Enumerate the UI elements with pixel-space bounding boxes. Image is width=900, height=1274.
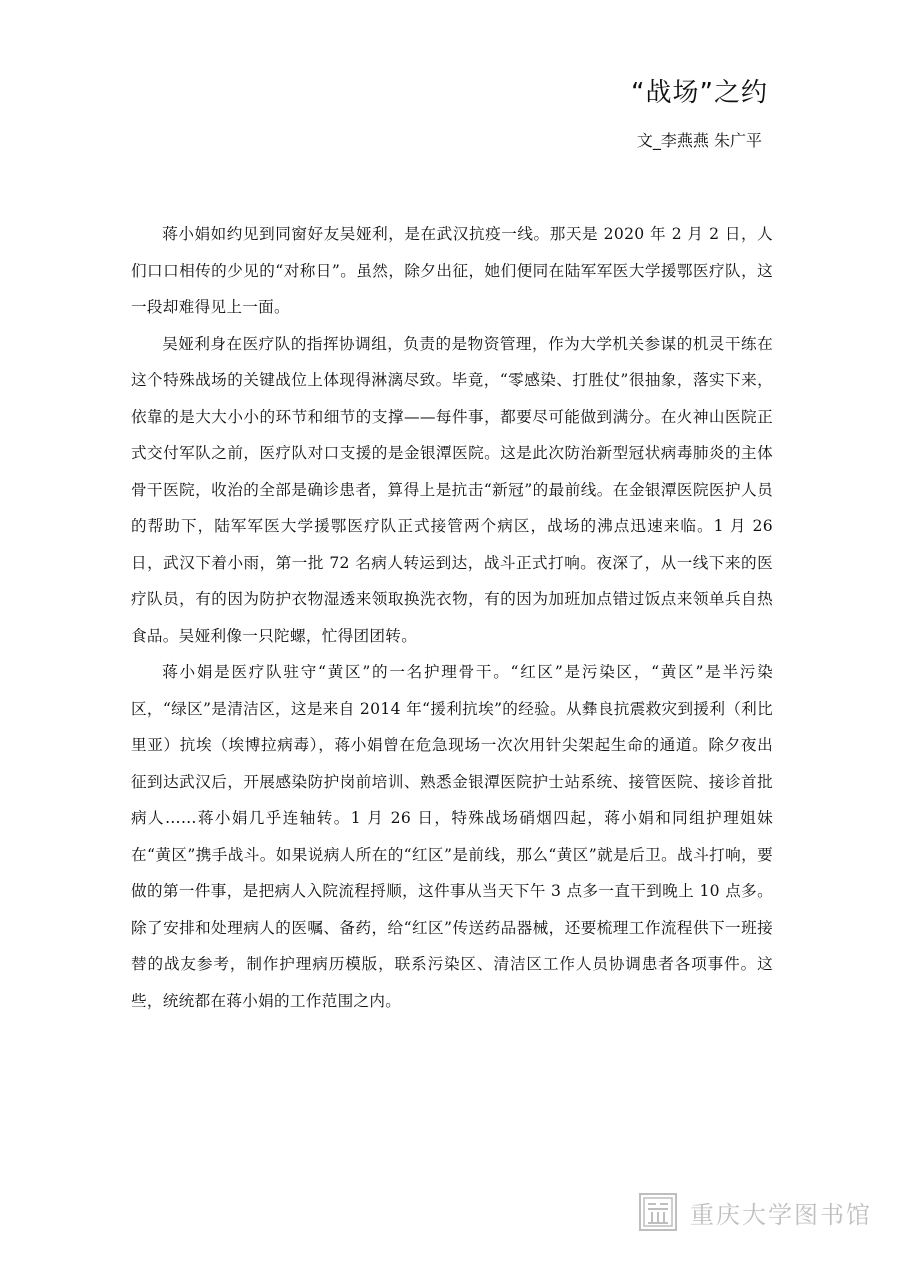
paragraph-1: 蒋小娟如约见到同窗好友吴娅利，是在武汉抗疫一线。那天是 2020 年 2 月 2 日，人们口口相传的少见的“对称日”。虽然，除夕出征，她们便同在陆军军医大学援鄂医疗队，这一段却难得见上一面。: [131, 225, 773, 316]
library-logo-icon: [638, 1192, 678, 1232]
watermark-text: 重庆大学图书馆: [690, 1200, 872, 1229]
library-watermark: [638, 1190, 872, 1234]
paragraph-2: 吴娅利身在医疗队的指挥协调组，负责的是物资管理，作为大学机关参谋的机灵干练在这个特殊战场的关键战位上体现得淋漓尽致。毕竟，“零感染、打胜仗”很抽象，落实下来，依靠的是大大小小的环节和细节的支撑——每件事，都要尽可能做到满分。在火神山医院正式交付军队之前，医疗队对口支援的是金银潭医院。这是此次防治新型冠状病毒肺炎的主体骨干医院，收治的全部是确诊患者，算得上是抗击“新冠”的最前线。在金银潭医院医护人员的帮助下，陆军军医大学援鄂医疗队正式接管两个病区，战场的沸点迅速来临。1 月 26 日，武汉下着小雨，第一批 72 名病人转运到达，战斗正式打响。夜深了，从一线下来的医疗队员，有的因为防护衣物湿透来领取换洗衣物，有的因为加班加点错过饭点来领单兵自热食品。吴娅利像一只陀螺，忙得团团转。: [131, 334, 773, 645]
byline: 文_李燕燕 朱广平: [636, 131, 762, 150]
article-body: [131, 216, 773, 1019]
paragraph-3: 蒋小娟是医疗队驻守“黄区”的一名护理骨干。“红区”是污染区，“黄区”是半污染区，“绿区”是清洁区，这是来自 2014 年“援利抗埃”的经验。从彝良抗震救灾到援利（利比里亚）抗埃（埃博拉病毒），蒋小娟曾在危急现场一次次用针尖架起生命的通道。除夕夜出征到达武汉后，开展感染防护岗前培训、熟悉金银潭医院护士站系统、接管医院、接诊首批病人……蒋小娟几乎连轴转。1 月 26 日，特殊战场硝烟四起，蒋小娟和同组护理姐妹在“黄区”携手战斗。如果说病人所在的“红区”是前线，那么“黄区”就是后卫。战斗打响，要做的第一件事，是把病人入院流程捋顺，这件事从当天下午 3 点多一直干到晚上 10 点多。除了安排和处理病人的医嘱、备药，给“红区”传送药品器械，还要梳理工作流程供下一班接替的战友参考，制作护理病历模版，联系污染区、清洁区工作人员协调患者各项事件。这些，统统都在蒋小娟的工作范围之内。: [131, 663, 773, 1010]
page-title: “战场”之约: [631, 78, 768, 108]
